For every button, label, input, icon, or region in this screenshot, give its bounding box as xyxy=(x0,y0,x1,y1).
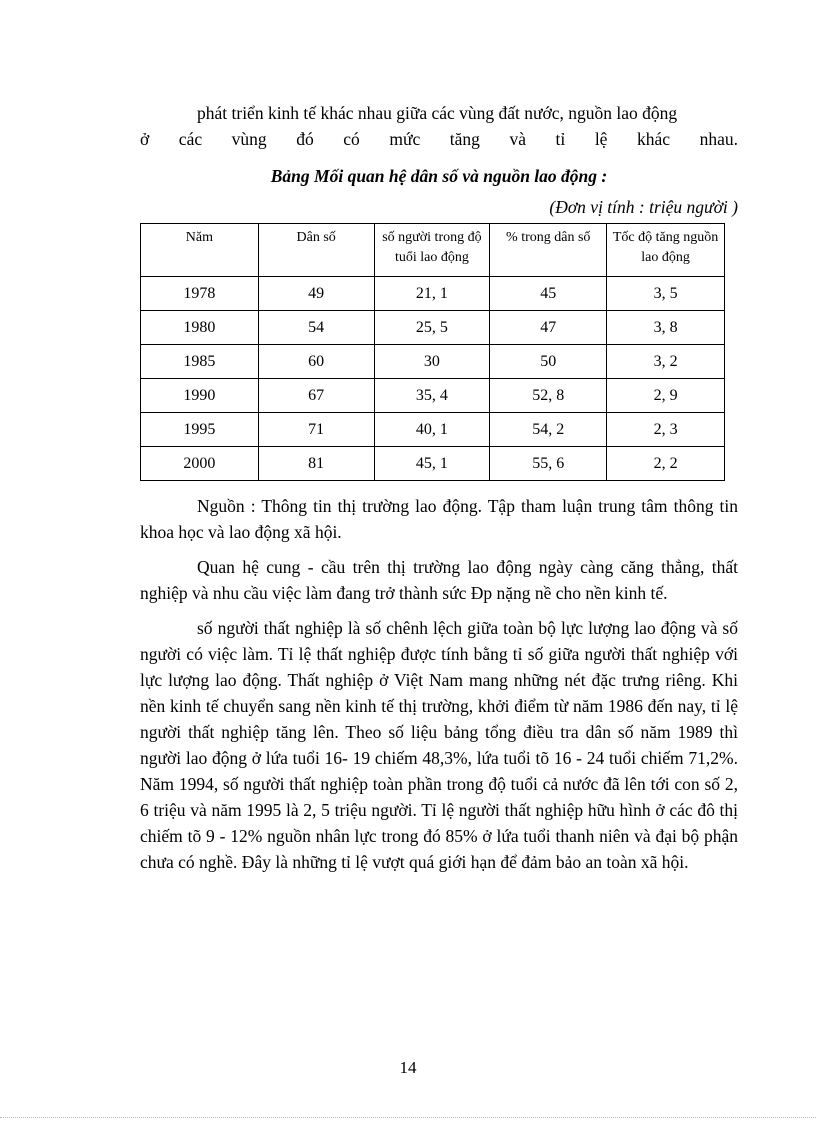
page-number: 14 xyxy=(399,1058,417,1077)
cell-percent: 55, 6 xyxy=(490,447,607,481)
cell-percent: 50 xyxy=(490,345,607,379)
cell-working-age: 21, 1 xyxy=(374,277,490,311)
cell-year: 2000 xyxy=(141,447,259,481)
header-population: Dân số xyxy=(258,224,374,277)
table-unit: (Đơn vị tính : triệu người ) xyxy=(549,197,738,217)
table-row xyxy=(141,379,725,413)
table-header-row xyxy=(141,224,725,277)
cell-growth-rate: 2, 2 xyxy=(607,447,725,481)
cell-year: 1990 xyxy=(141,379,259,413)
cell-percent: 45 xyxy=(490,277,607,311)
cell-year: 1995 xyxy=(141,413,259,447)
cell-growth-rate: 3, 8 xyxy=(607,311,725,345)
cell-year: 1980 xyxy=(141,311,259,345)
paragraph-supply-demand: Quan hệ cung - cầu trên thị trường lao động ngày càng căng thẳng, thất nghiệp và nhu cầu việc làm đang trở thành sức Đp nặng nề cho nền kinh tế. xyxy=(140,557,738,603)
cell-working-age: 25, 5 xyxy=(374,311,490,345)
header-percent: % trong dân số xyxy=(490,224,607,277)
paragraph-unemployment: số người thất nghiệp là số chênh lệch giữa toàn bộ lực lượng lao động và số người có việc làm. Tỉ lệ thất nghiệp được tính bằng tỉ số giữa người thất nghiệp với lực lượng lao động. Thất nghiệp ở Việt Nam mang những nét đặc trưng riêng. Khi nền kinh tế chuyển sang nền kinh tế thị trường, khởi điểm từ năm 1986 đến nay, tỉ lệ người thất nghiệp tăng lên. Theo số liệu bảng tổng điều tra dân số năm 1989 thì người lao động ở lứa tuổi 16- 19 chiếm 48,3%, lứa tuổi tõ 16 - 24 tuổi chiếm 71,2%. Năm 1994, số người thất nghiệp toàn phần trong độ tuổi cả nước đã lên tới con số 2, 6 triệu và năm 1995 là 2, 5 triệu người. Tỉ lệ người thất nghiệp hữu hình ở các đô thị chiếm tõ 9 - 12% nguồn nhân lực trong đó 85% ở lứa tuổi thanh niên và đại bộ phận chưa có nghề. Đây là những tỉ lệ vượt quá giới hạn để đảm bảo an toàn xã hội. xyxy=(140,618,738,872)
source-note: Nguồn : Thông tin thị trường lao động. Tập tham luận trung tâm thông tin khoa học và lao động xã hội. xyxy=(140,496,738,542)
cell-growth-rate: 2, 3 xyxy=(607,413,725,447)
table-row xyxy=(141,447,725,481)
cell-working-age: 40, 1 xyxy=(374,413,490,447)
cell-growth-rate: 3, 2 xyxy=(607,345,725,379)
cell-year: 1978 xyxy=(141,277,259,311)
table-row xyxy=(141,345,725,379)
cell-population: 54 xyxy=(258,311,374,345)
intro-line-2: ở các vùng đó có mức tăng và tỉ lệ khác nhau. xyxy=(140,129,738,149)
table-row xyxy=(141,311,725,345)
page-bottom-rule xyxy=(0,1117,816,1118)
page-content xyxy=(140,100,738,875)
cell-working-age: 45, 1 xyxy=(374,447,490,481)
cell-population: 71 xyxy=(258,413,374,447)
cell-percent: 54, 2 xyxy=(490,413,607,447)
cell-percent: 47 xyxy=(490,311,607,345)
cell-population: 60 xyxy=(258,345,374,379)
table-row xyxy=(141,277,725,311)
cell-percent: 52, 8 xyxy=(490,379,607,413)
table-title: Bảng Mối quan hệ dân số và nguồn lao động : xyxy=(270,166,608,186)
cell-population: 49 xyxy=(258,277,374,311)
header-growth-rate: Tốc độ tăng nguồn lao động xyxy=(607,224,725,277)
intro-line-1: phát triển kinh tế khác nhau giữa các vùng đất nước, nguồn lao động xyxy=(197,103,678,123)
population-labor-table xyxy=(140,223,725,481)
cell-working-age: 30 xyxy=(374,345,490,379)
header-working-age: số người trong độ tuổi lao động xyxy=(374,224,490,277)
cell-growth-rate: 3, 5 xyxy=(607,277,725,311)
cell-population: 67 xyxy=(258,379,374,413)
cell-working-age: 35, 4 xyxy=(374,379,490,413)
cell-year: 1985 xyxy=(141,345,259,379)
cell-growth-rate: 2, 9 xyxy=(607,379,725,413)
header-year: Năm xyxy=(141,224,259,277)
table-row xyxy=(141,413,725,447)
cell-population: 81 xyxy=(258,447,374,481)
